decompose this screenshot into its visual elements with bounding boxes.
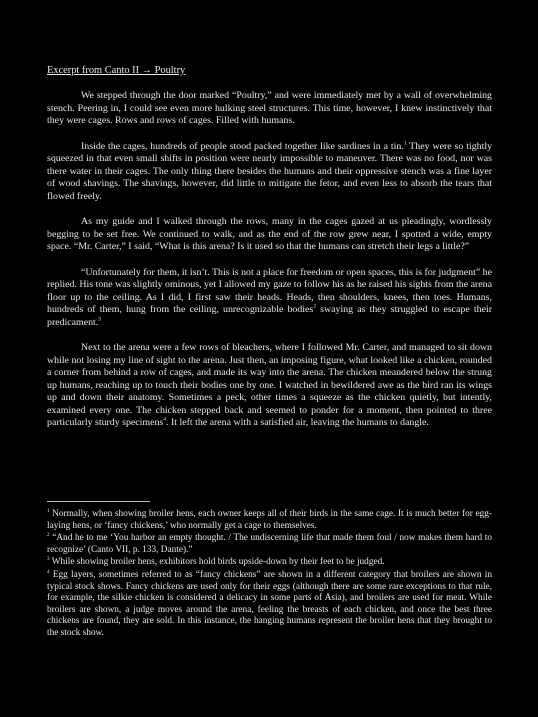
footnote-mark: 1 xyxy=(47,507,50,514)
footnote-divider xyxy=(47,501,150,502)
paragraph-5 xyxy=(47,342,492,430)
paragraph-1 xyxy=(47,90,492,128)
footnote-text: Normally, when showing broiler hens, each owner keeps all of their birds in the same cage. It is much better for egg-laying hens, or ‘fancy chickens,’ who normally get a cage to themselves. xyxy=(47,509,492,531)
paragraph-text: “Unfortunately for them, it isn’t. This is not a place for freedom or open spaces, this is for judgment” he replied. His tone was slightly ominous, yet I allowed my gaze to follow his as he raised his sights from the arena floor up to the ceiling. As I did, I first saw their heads. Heads, then shoulders, knees, then toes. Humans, hundreds of them, hung from the ceiling, unrecognizable bodies xyxy=(47,266,492,315)
section-heading: Excerpt from Canto II → Poultry xyxy=(47,65,186,76)
footnote-ref-3: 3 xyxy=(98,316,102,323)
paragraph-text: Next to the arena were a few rows of bleachers, where I followed Mr. Carter, and managed to sit down while not losing my line of sight to the arena. Just then, an imposing figure, what looked like a chicken, rounded a corner from behind a row of cages, and made its way into the arena. The chicken meandered below the strung up humans, reaching up to touch their bodies one by one. I watched in bewildered awe as the bird ran its wings up and down their anatomy. Sometimes a peck, other times a squeeze as the chicken quietly, but intently, examined every one. The chicken stepped back and seemed to ponder for a moment, then pointed to three particularly sturdy specimens xyxy=(47,342,492,428)
paragraph-2 xyxy=(47,141,492,204)
footnote-ref-2: 2 xyxy=(313,303,316,310)
footnote-text: While showing broiler hens, exhibitors hold birds upside-down by their feet to be judged. xyxy=(49,557,385,568)
paragraph-text: We stepped through the door marked “Poultry,” and were immediately met by a wall of overwhelming stench. Peering in, I could see even more hulking steel structures. This time, however, I knew instinctively that they were cages. Rows and rows of cages. Filled with humans. xyxy=(47,90,492,126)
footnotes xyxy=(47,509,492,641)
paragraph-3 xyxy=(47,216,492,254)
footnote-mark: 2 xyxy=(47,532,50,539)
footnote-mark: 3 xyxy=(47,556,50,563)
paragraph-text: As my guide and I walked through the rows, many in the cages gazed at us pleadingly, wordlessly begging to be set free. We continued to walk, and as the end of the row grew near, I spotted a wide, empty space. “Mr. Carter,” I said, “What is this arena? Is it used so that the humans can stretch their legs a little?” xyxy=(47,216,492,252)
footnote-ref-1: 1 xyxy=(403,140,407,147)
footnote-3 xyxy=(47,557,492,569)
document-body xyxy=(47,64,492,443)
paragraph-text: Inside the cages, hundreds of people stood packed together like sardines in a tin. xyxy=(81,140,404,152)
footnote-text: “And he to me ‘You harbor an empty thought. / The undiscerning life that made them foul / now makes them hard to recognize’ (Canto VII, p. 133, Dante).” xyxy=(47,533,492,555)
paragraph-text: swaying as they struggled to escape their predicament. xyxy=(47,304,492,328)
paragraph-text: They were so tightly squeezed in that even small shifts in position were nearly impossible to maneuver. There was no food, nor was there water in their cages. The only thing there besides the humans and their oppressive stench was a fine layer of wood shavings. The shavings, however, did little to mitigate the fetor, and even less to absorb the tears that flowed freely. xyxy=(47,140,493,202)
footnote-mark: 4 xyxy=(47,568,50,575)
footnote-2 xyxy=(47,533,492,556)
paragraph-4 xyxy=(47,267,492,330)
footnote-ref-4: 4 xyxy=(163,416,167,423)
paragraph-text: . It left the arena with a satisfied air, leaving the humans to dangle. xyxy=(166,417,429,428)
footnote-1 xyxy=(47,509,492,532)
footnote-4 xyxy=(47,570,492,640)
footnote-text: Egg layers, sometimes referred to as “fancy chickens” are shown in a different category that broilers are shown in typical stock shows. Fancy chickens are used only for their eggs (although there are some rare exceptions to that rule, for example, the silkie chicken is considered a delicacy in some parts of Asia), and broilers are used for meat. While broilers are shown, a judge moves around the arena, feeling the breasts of each chicken, and once the best three chickens are found, they are sold. In this instance, the hanging humans represent the broiler hens that they brought to the stock show. xyxy=(47,569,492,638)
